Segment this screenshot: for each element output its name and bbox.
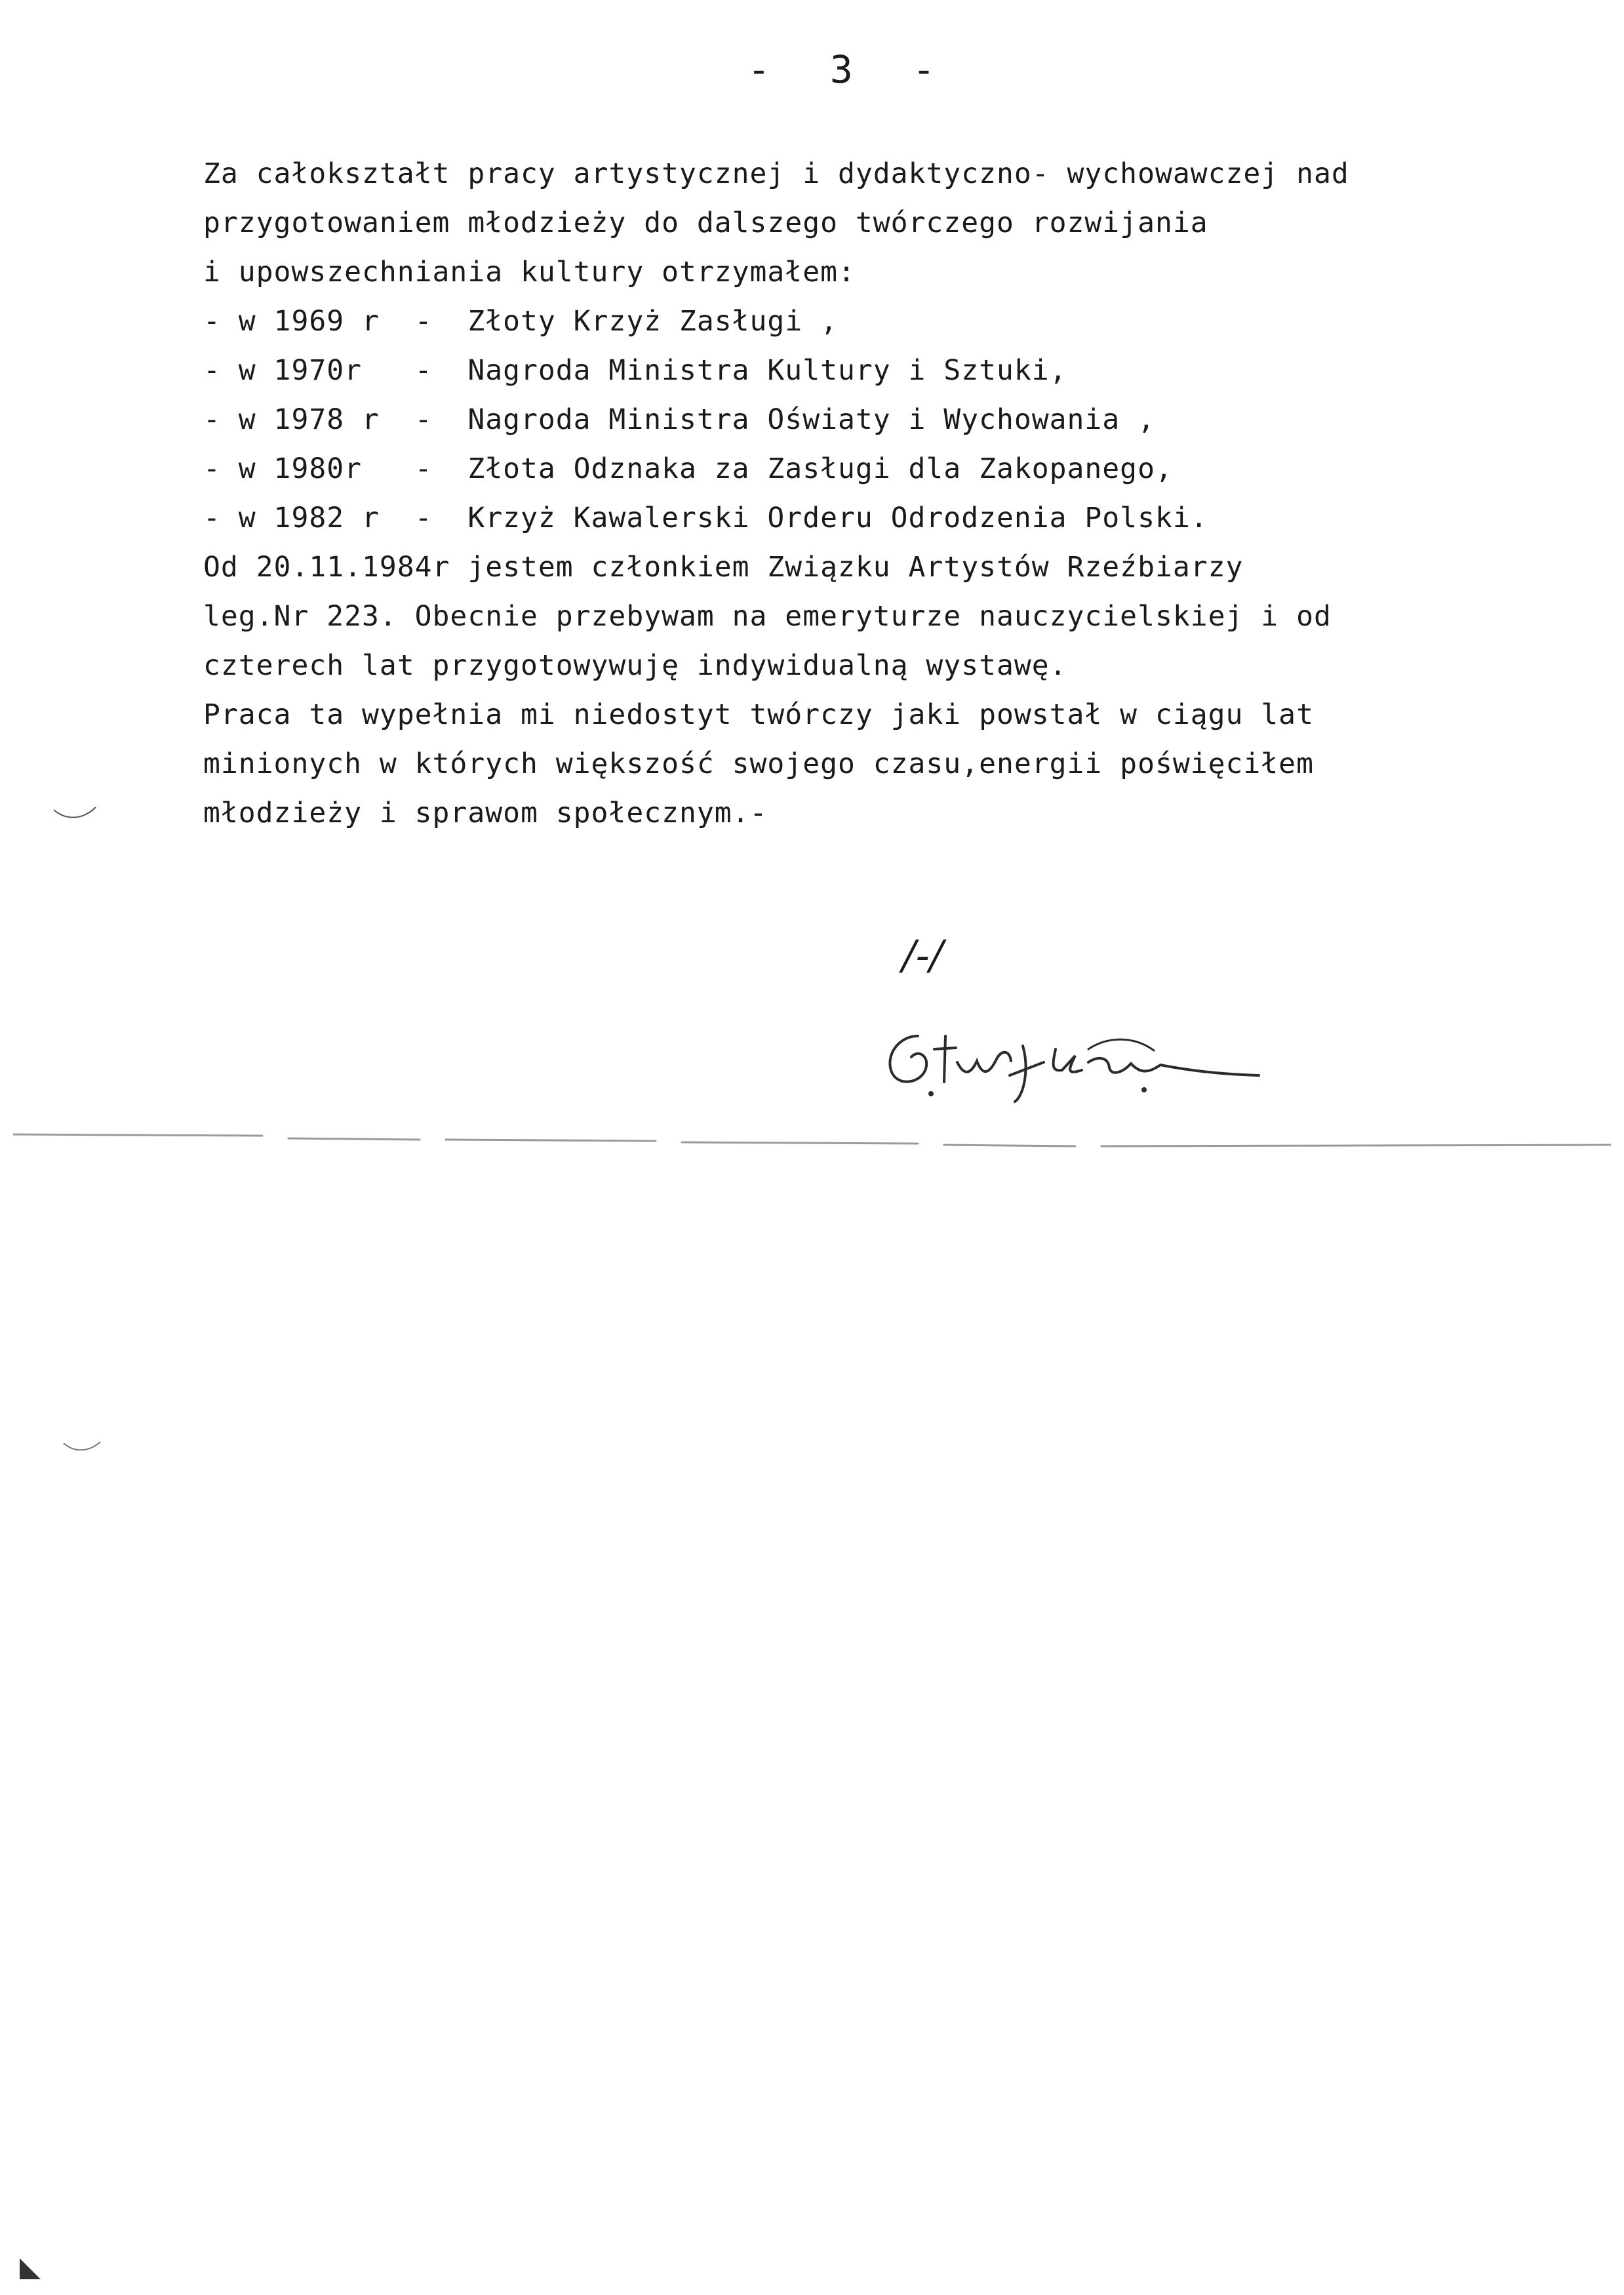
scan-artifact [52, 803, 98, 823]
award-line: - w 1969 r - Złoty Krzyż Zasługi , [203, 305, 838, 338]
award-line: - w 1970r - Nagroda Ministra Kultury i Sztuki, [203, 354, 1067, 387]
text-line: Za całokształt pracy artystycznej i dydaktyczno- wychowawczej nad [203, 157, 1349, 190]
handwritten-signature [872, 1010, 1292, 1108]
signature-mark: /-/ [902, 931, 943, 979]
text-line: czterech lat przygotowywuję indywidualną wystawę. [203, 649, 1067, 682]
page-number: - 3 - [747, 47, 954, 92]
text-line: i upowszechniania kultury otrzymałem: [203, 256, 856, 289]
award-line: - w 1982 r - Krzyż Kawalerski Orderu Odrodzenia Polski. [203, 502, 1208, 534]
horizontal-rule [13, 1127, 1611, 1153]
text-line: Praca ta wypełnia mi niedostyt twórczy jaki powstał w ciągu lat [203, 698, 1314, 731]
text-line: Od 20.11.1984r jestem członkiem Związku Artystów Rzeźbiarzy [203, 551, 1244, 584]
award-line: - w 1980r - Złota Odznaka za Zasługi dla Zakopanego, [203, 452, 1173, 485]
text-line: przygotowaniem młodzieży do dalszego twórczego rozwijania [203, 207, 1208, 239]
scan-artifact [62, 1439, 102, 1455]
corner-mark [17, 2256, 43, 2282]
text-line: młodzieży i sprawom społecznym.- [203, 797, 768, 829]
text-line: leg.Nr 223. Obecnie przebywam na emeryturze nauczycielskiej i od [203, 600, 1332, 633]
award-line: - w 1978 r - Nagroda Ministra Oświaty i Wychowania , [203, 403, 1155, 436]
text-line: minionych w których większość swojego czasu,energii poświęciłem [203, 748, 1314, 780]
document-body [203, 150, 1515, 838]
